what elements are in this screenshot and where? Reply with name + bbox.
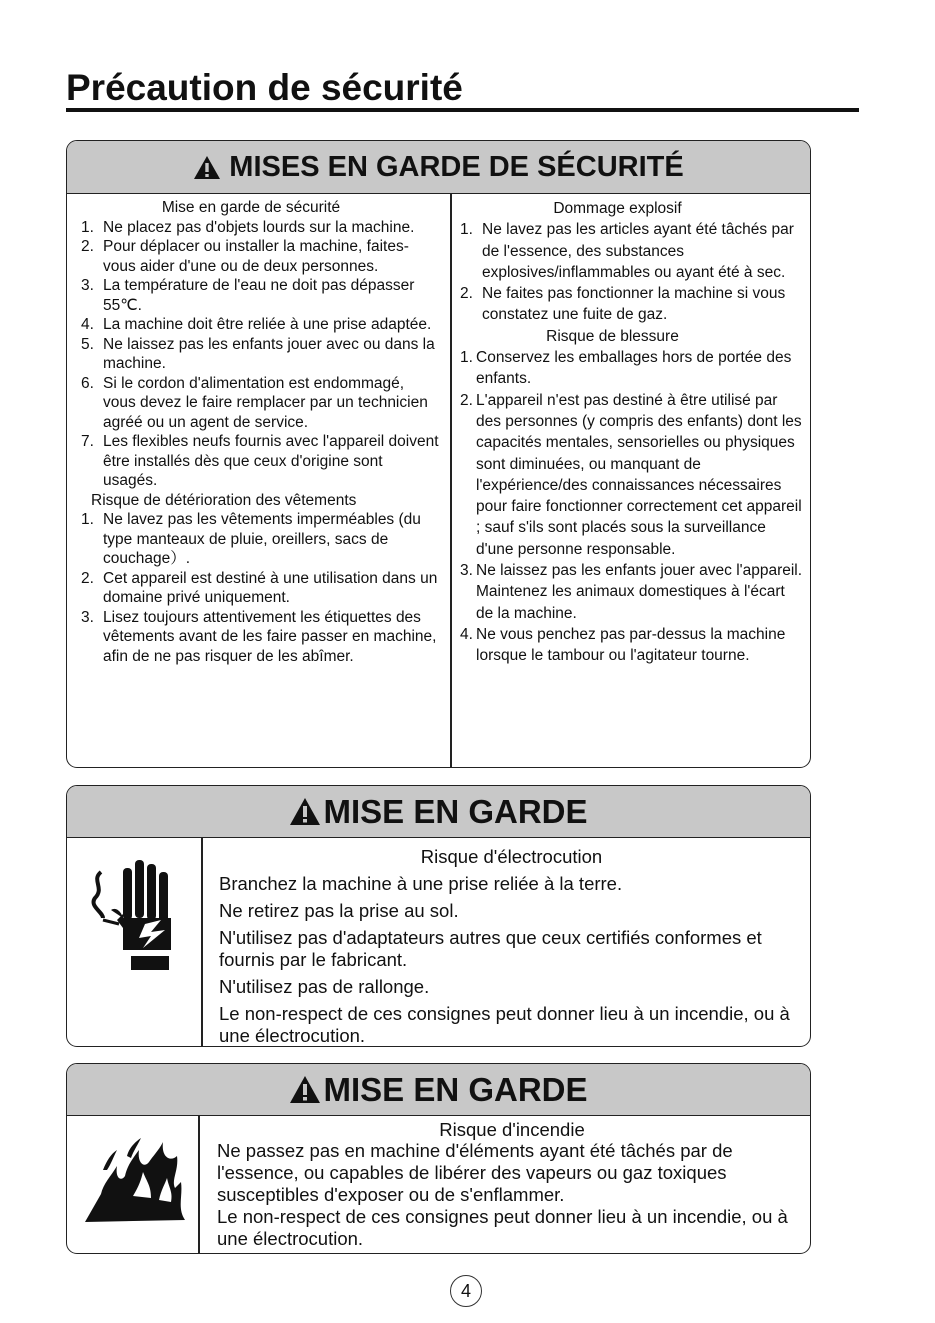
subheading-injury: Risque de blessure [546, 327, 679, 345]
list-item-text: Cet appareil est destiné à une utilisation dans un domaine privé uniquement. [103, 569, 438, 606]
list-item-number: 1. [460, 349, 473, 367]
electric-line: N'utilisez pas de rallonge. [219, 976, 430, 997]
list-item [81, 237, 441, 276]
subheading-electrocution: Risque d'électrocution [420, 846, 603, 867]
electric-line: N'utilisez pas d'adaptateurs autres que ceux certifiés conformes et fournis par le fabricant. [219, 927, 762, 970]
warning-triangle-icon [289, 797, 321, 826]
page-title: Précaution de sécurité [66, 67, 463, 108]
icon-divider [201, 838, 203, 1047]
left-column [81, 198, 441, 666]
subheading-clothing-damage: Risque de détérioration des vêtements [91, 491, 357, 509]
fire-warning-title: MISE EN GARDE [323, 1070, 588, 1108]
list-item [460, 560, 805, 581]
list-item [81, 608, 441, 667]
list-item-text: Ne lavez pas les articles ayant été tâchés par de l'essence, des substances explosives/inflammables ou ayant été à sec. [482, 221, 794, 281]
list-item-text: Lisez toujours attentivement les étiquettes des vêtements avant de les faire passer en machine, afin de ne pas risquer de les abîmer. [103, 608, 437, 665]
list-item-number: 4. [460, 625, 473, 643]
subheading-safety: Mise en garde de sécurité [161, 199, 341, 216]
list-item-text: Ne vous penchez pas par-dessus la machine lorsque le tambour ou l'agitateur tourne. [476, 625, 786, 665]
list-item-number: 2. [460, 391, 473, 409]
list-item [460, 624, 805, 667]
list-item [460, 390, 805, 560]
electric-warning-title: MISE EN GARDE [323, 792, 588, 830]
title-underline [66, 108, 859, 112]
pets-note: Maintenez les animaux domestiques à l'écart de la machine. [476, 583, 785, 622]
list-item-number: 1. [81, 218, 94, 236]
fire-line: Le non-respect de ces consignes peut donner lieu à un incendie, ou à une électrocution. [217, 1206, 788, 1249]
list-item [81, 569, 441, 608]
electric-warning-box [66, 785, 811, 1047]
list-item [81, 218, 441, 238]
list-item-number: 1. [460, 221, 473, 239]
list-item-number: 4. [81, 316, 94, 333]
right-column [460, 198, 805, 667]
list-item-number: 2. [460, 285, 473, 303]
list-item-number: 3. [81, 277, 94, 294]
electric-warning-header [67, 786, 810, 838]
list-item-text: Ne laissez pas les enfants jouer avec ou dans la machine. [103, 335, 435, 372]
list-item-text: Conservez les emballages hors de portée des enfants. [476, 349, 792, 388]
warning-triangle-icon [193, 155, 221, 180]
subheading-explosive: Dommage explosif [553, 200, 682, 217]
list-item [460, 283, 805, 326]
list-item [81, 335, 441, 374]
list-item [81, 510, 441, 569]
list-item-number: 3. [460, 562, 473, 580]
page-number: 4 [450, 1275, 482, 1307]
list-item-text: Les flexibles neufs fournis avec l'appareil doivent être installés dès que ceux d'origine sont usagés. [103, 433, 439, 489]
list-item-text: Pour déplacer ou installer la machine, faites-vous aider d'une ou de deux personnes. [103, 238, 409, 275]
subheading-fire: Risque d'incendie [439, 1119, 585, 1140]
list-item-text: Ne placez pas d'objets lourds sur la machine. [103, 218, 415, 236]
list-item-number: 1. [81, 511, 94, 528]
electric-line: Branchez la machine à une prise reliée à la terre. [219, 873, 623, 894]
list-item-text: L'appareil n'est pas destiné à être utilisé par des personnes (y compris des enfants) dont les capacités mentales, sensorielles ou physiques sont diminuées, ou manquant de l'expérience/des connaissances nécessaires pour faire fonctionner correctement cet appareil ; sauf s'ils sont placés sous la surveillance d'une personne responsable. [476, 391, 802, 558]
list-item-number: 5. [81, 335, 94, 353]
fire-warning-header [67, 1064, 810, 1116]
list-item-text: Si le cordon d'alimentation est endommagé, vous devez le faire remplacer par un technicien agréé ou un agent de service. [103, 374, 428, 431]
fire-warning-box [66, 1063, 811, 1254]
warning-triangle-icon [289, 1075, 321, 1104]
list-item [460, 347, 805, 390]
list-item-number: 6. [81, 374, 94, 392]
list-item [460, 219, 805, 283]
list-item-number: 2. [81, 569, 94, 587]
list-item-text: Ne laissez pas les enfants jouer avec l'appareil. [476, 562, 803, 580]
list-item [81, 276, 441, 315]
safety-warnings-box [66, 140, 811, 768]
list-item [81, 432, 441, 491]
fire-warning-text [217, 1120, 807, 1250]
list-item [81, 315, 441, 335]
list-item-text: La machine doit être reliée à une prise adaptée. [103, 316, 432, 333]
list-item-number: 7. [81, 433, 94, 450]
list-item-text: Ne faites pas fonctionner la machine si vous constatez une fuite de gaz. [482, 285, 786, 324]
fire-line: Ne passez pas en machine d'éléments ayant été tâchés par de l'essence, ou capables de libérer des vapeurs ou gaz toxiques susceptibles d'exposer ou de s'enflammer. [217, 1140, 733, 1205]
list-item-number: 3. [81, 608, 94, 626]
electric-shock-hand-icon [87, 858, 187, 978]
list-item-text: Ne lavez pas les vêtements imperméables (du type manteaux de pluie, oreillers, sacs de couchage）. [103, 511, 421, 567]
electric-line: Le non-respect de ces consignes peut donner lieu à un incendie, ou à une électrocution. [219, 1003, 790, 1046]
column-divider [450, 194, 452, 768]
electric-line: Ne retirez pas la prise au sol. [219, 900, 459, 921]
fire-icon [81, 1136, 191, 1226]
list-item [81, 374, 441, 433]
list-item-text: La température de l'eau ne doit pas dépasser 55℃. [103, 277, 415, 314]
icon-divider [198, 1116, 200, 1253]
list-item-number: 2. [81, 238, 94, 255]
safety-warnings-header [67, 141, 810, 194]
electric-warning-text [219, 846, 804, 1047]
safety-warnings-title: MISES EN GARDE DE SÉCURITÉ [229, 150, 684, 183]
